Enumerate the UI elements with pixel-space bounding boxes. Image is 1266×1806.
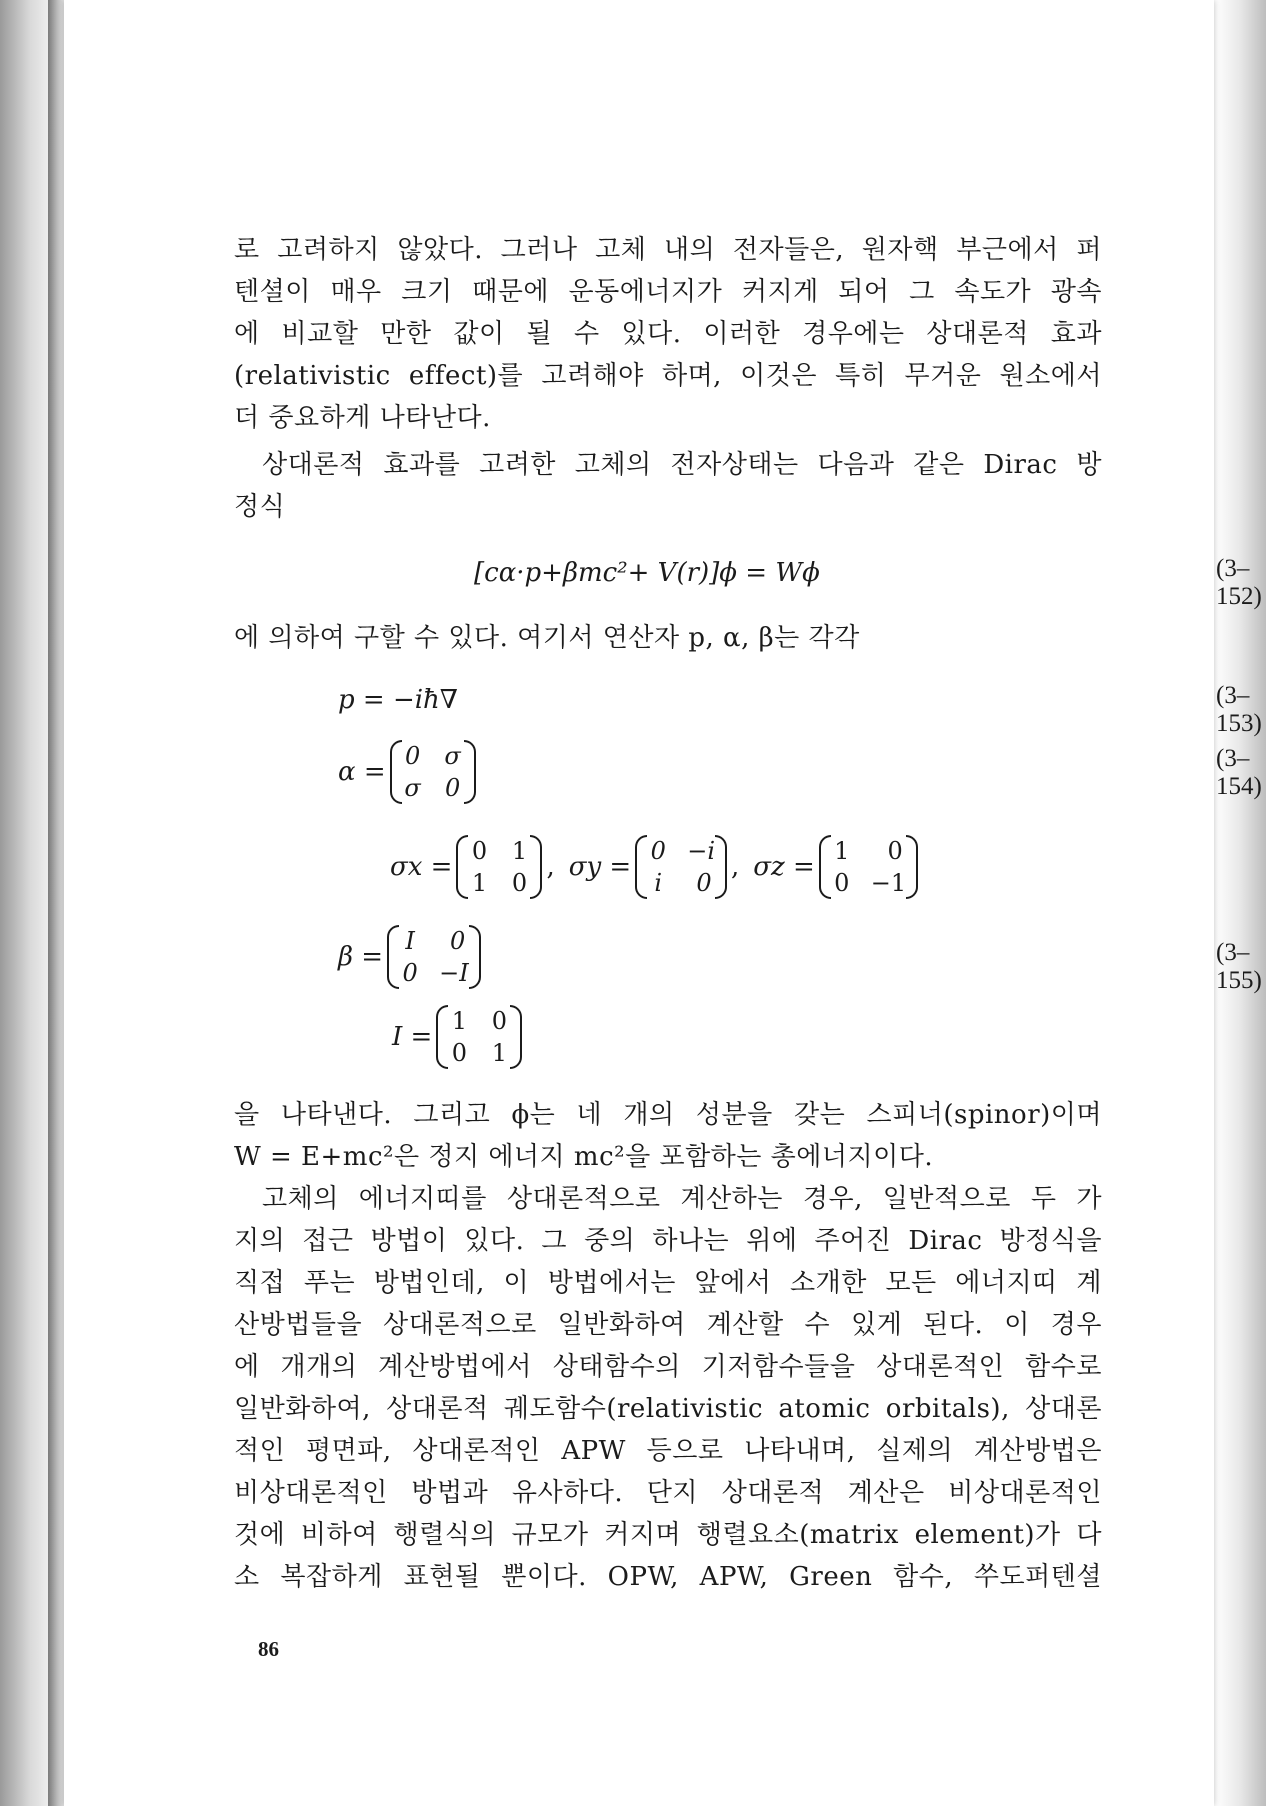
alpha-label: α = xyxy=(338,757,386,787)
text-line: W = E+mc²은 정지 에너지 mc²을 포함하는 총에너지이다. xyxy=(234,1142,934,1172)
text-line: 소 복잡하게 표현될 뿐이다. OPW, APW, Green 함수, 쑤도퍼텐셜 xyxy=(234,1562,1102,1592)
matrix-cell: 0 xyxy=(471,837,488,865)
matrix-cell: 0 xyxy=(491,1007,507,1035)
matrix-cell: 1 xyxy=(491,1039,507,1067)
matrix-cell: I xyxy=(405,927,415,955)
sigma-y-label: σy = xyxy=(568,852,632,882)
equation-number: (3–155) xyxy=(1216,939,1262,994)
text-line: 지의 접근 방법이 있다. 그 중의 하나는 위에 주어진 Dirac 방정식을 xyxy=(234,1226,1102,1256)
matrix-cell: 1 xyxy=(451,1007,467,1035)
separator: , xyxy=(546,852,555,882)
matrix-cell: σ xyxy=(444,742,461,770)
separator: , xyxy=(731,852,740,882)
matrix-cell: 1 xyxy=(834,837,850,865)
sigma-y-matrix xyxy=(635,835,727,899)
matrix-cell: 0 xyxy=(511,869,528,897)
text-line: 로 고려하지 않았다. 그러나 고체 내의 전자들은, 원자핵 부근에서 퍼 xyxy=(234,235,1102,265)
text-line: 적인 평면파, 상대론적인 APW 등으로 나타내며, 실제의 계산방법은 xyxy=(234,1436,1102,1466)
matrix-cell: 0 xyxy=(444,774,461,802)
matrix-cell: 0 xyxy=(887,837,903,865)
text-line: 일반화하여, 상대론적 궤도함수(relativistic atomic orbitals), 상대론 xyxy=(234,1394,1102,1424)
alpha-matrix xyxy=(390,740,476,804)
beta-label: β = xyxy=(338,942,384,972)
text-line: 더 중요하게 나타난다. xyxy=(234,403,491,433)
sigma-x-label: σx = xyxy=(390,852,453,882)
text-line: 산방법들을 상대론적으로 일반화하여 계산할 수 있게 된다. 이 경우 xyxy=(234,1310,1102,1340)
matrix-cell: 1 xyxy=(471,869,488,897)
text-line: 을 나타낸다. 그리고 ϕ는 네 개의 성분을 갖는 스피너(spinor)이며 xyxy=(234,1100,1102,1130)
sigma-z-label: σz = xyxy=(753,852,815,882)
text-line: 텐셜이 매우 크기 때문에 운동에너지가 커지게 되어 그 속도가 광속 xyxy=(234,277,1102,307)
matrix-cell: 0 xyxy=(402,959,418,987)
matrix-cell: 0 xyxy=(696,869,712,897)
text-line: 상대론적 효과를 고려한 고체의 전자상태는 다음과 같은 Dirac 방 xyxy=(262,450,1102,480)
text-line: 정식 xyxy=(234,492,286,522)
book-spine xyxy=(48,0,64,1806)
identity-label: I = xyxy=(392,1022,433,1052)
equation-number: (3–154) xyxy=(1216,745,1262,800)
page-number: 86 xyxy=(258,1637,279,1661)
matrix-cell: 0 xyxy=(404,742,421,770)
text-line: 에 비교할 만한 값이 될 수 있다. 이러한 경우에는 상대론적 효과 xyxy=(234,319,1102,349)
text-line: 직접 푸는 방법인데, 이 방법에서는 앞에서 소개한 모든 에너지띠 계 xyxy=(234,1268,1102,1298)
text-line: 비상대론적인 방법과 유사하다. 단지 상대론적 계산은 비상대론적인 xyxy=(234,1478,1102,1508)
matrix-cell: 0 xyxy=(451,1039,467,1067)
equation-expression: [cα·p+βmc²+ V(r)]ϕ = Wϕ xyxy=(474,558,820,588)
matrix-cell: 0 xyxy=(650,837,666,865)
identity-matrix xyxy=(436,1005,522,1069)
matrix-cell: i xyxy=(654,869,663,897)
text-line: (relativistic effect)를 고려해야 하며, 이것은 특히 무거운 원소에서 xyxy=(234,361,1102,391)
matrix-cell: σ xyxy=(404,774,421,802)
matrix-cell: −i xyxy=(687,837,716,865)
equation-number: (3–153) xyxy=(1216,682,1262,737)
matrix-cell: −1 xyxy=(870,869,907,897)
matrix-cell: 0 xyxy=(450,927,466,955)
matrix-cell: 0 xyxy=(834,869,850,897)
sigma-x-matrix xyxy=(456,835,542,899)
text-line: 에 의하여 구할 수 있다. 여기서 연산자 p, α, β는 각각 xyxy=(234,623,860,653)
text-line: 것에 비하여 행렬식의 규모가 커지며 행렬요소(matrix element)가 다 xyxy=(234,1520,1102,1550)
text-line: 에 개개의 계산방법에서 상태함수의 기저함수들을 상대론적인 함수로 xyxy=(234,1352,1102,1382)
sigma-z-matrix xyxy=(819,835,918,899)
matrix-cell: −I xyxy=(439,959,469,987)
equation-number: (3–152) xyxy=(1216,555,1262,610)
beta-matrix xyxy=(387,925,481,989)
text-line: 고체의 에너지띠를 상대론적으로 계산하는 경우, 일반적으로 두 가 xyxy=(262,1184,1102,1214)
equation-expression: p = −iħ∇ xyxy=(338,685,458,715)
matrix-cell: 1 xyxy=(511,837,528,865)
